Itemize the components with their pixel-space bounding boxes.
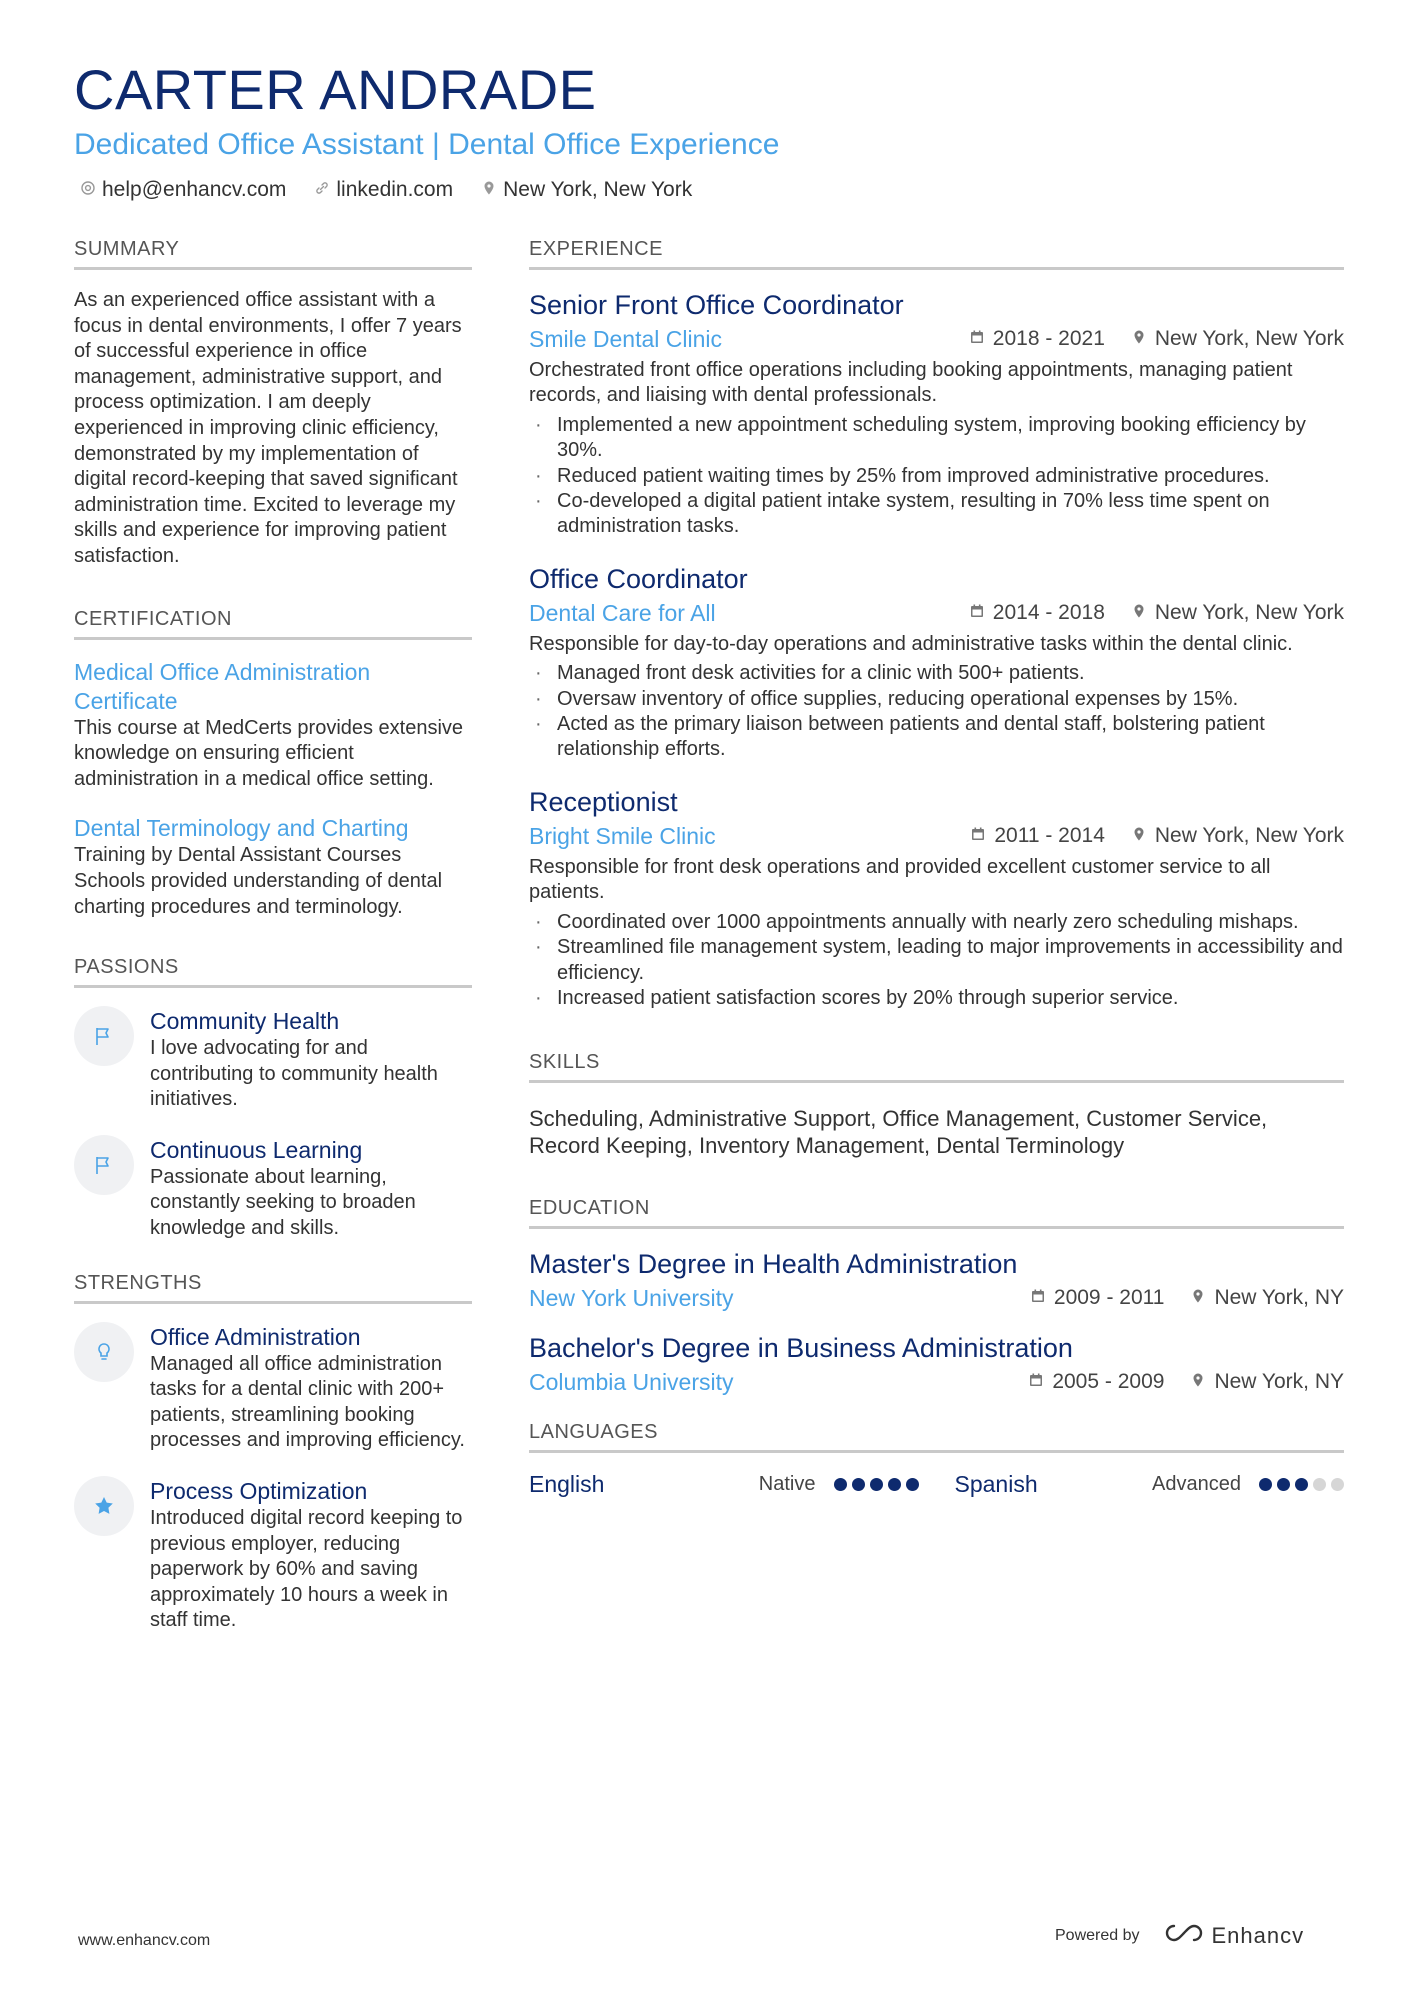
left-column <box>74 238 472 1656</box>
certification-desc: This course at MedCerts provides extensive knowledge on ensuring efficient administration in a medical office setting. <box>74 716 464 790</box>
job-bullet: · Oversaw inventory of office supplies, reducing operational expenses by 15%. <box>529 687 1344 712</box>
job-bullet: · Implemented a new appointment scheduling system, improving booking efficiency by 30%. <box>529 413 1344 464</box>
rating-dot-filled <box>852 1478 865 1491</box>
language-name: English <box>529 1471 605 1498</box>
education-entry <box>529 1331 1344 1397</box>
skills-section <box>529 1037 1344 1159</box>
job-bullets <box>529 661 1344 763</box>
experience-heading: EXPERIENCE <box>529 238 1344 270</box>
education-meta <box>1028 1370 1344 1394</box>
language-name: Spanish <box>954 1471 1038 1498</box>
rating-dot-filled <box>1259 1478 1272 1491</box>
calendar-icon <box>969 327 985 351</box>
rating-dot-filled <box>1277 1478 1290 1491</box>
rating-dot-filled <box>870 1478 883 1491</box>
language-level: Native <box>758 1473 816 1496</box>
job-title: Office Coordinator <box>529 563 748 594</box>
rating-dot-empty <box>1313 1478 1326 1491</box>
strength-title: Process Optimization <box>150 1478 368 1505</box>
job-location-text: New York, New York <box>1154 327 1344 350</box>
job-location <box>1131 824 1344 848</box>
contact-linkedin[interactable] <box>314 178 453 202</box>
school-name: Columbia University <box>529 1369 734 1396</box>
job-dates-text: 2014 - 2018 <box>992 600 1105 624</box>
job-bullet: · Acted as the primary liaison between patients and dental staff, bolstering patient relationship efforts. <box>529 712 1344 763</box>
job-bullet: · Coordinated over 1000 appointments annually with nearly zero scheduling mishaps. <box>529 910 1344 935</box>
passion-desc: Passionate about learning, constantly seeking to broaden knowledge and skills. <box>150 1165 416 1240</box>
job-company: Smile Dental Clinic <box>529 326 723 352</box>
contact-location <box>481 178 692 202</box>
language-proficiency <box>1152 1473 1344 1496</box>
language-rating-dots <box>1259 1478 1344 1491</box>
languages-heading: LANGUAGES <box>529 1421 1344 1453</box>
job-bullet: · Increased patient satisfaction scores by 20% through superior service. <box>529 986 1344 1011</box>
job-dates-text: 2018 - 2021 <box>992 327 1105 350</box>
education-location-text: New York, NY <box>1214 1286 1344 1310</box>
job-bullet: · Reduced patient waiting times by 25% from improved administrative procedures. <box>529 464 1344 489</box>
passion-item <box>74 1006 472 1113</box>
email-text: help@enhancv.com <box>102 178 287 201</box>
degree-title: Bachelor's Degree in Business Administration <box>529 1333 1073 1364</box>
brand-logo[interactable] <box>1164 1922 1305 1950</box>
strength-item <box>74 1322 472 1454</box>
education-meta <box>1030 1286 1344 1310</box>
footer-website[interactable]: www.enhancv.com <box>78 1932 211 1949</box>
job-location <box>1131 601 1344 625</box>
education-subheader <box>529 1367 1344 1397</box>
contact-email[interactable] <box>80 178 286 202</box>
languages-section <box>529 1421 1344 1498</box>
education-dates <box>1028 1370 1164 1394</box>
flag-icon <box>74 1135 134 1195</box>
certification-title: Dental Terminology and Charting <box>74 815 409 842</box>
location-pin-icon <box>481 178 497 202</box>
job-subheader <box>529 821 1344 851</box>
job-entry <box>529 562 1344 763</box>
education-subheader <box>529 1283 1344 1313</box>
infinity-logo-icon <box>1164 1922 1204 1950</box>
passion-item <box>74 1135 472 1242</box>
education-dates-text: 2005 - 2009 <box>1052 1370 1165 1394</box>
rating-dot-filled <box>1295 1478 1308 1491</box>
language-item <box>529 1471 919 1498</box>
job-bullet: · Streamlined file management system, leading to major improvements in accessibility and efficiency. <box>529 935 1344 986</box>
strength-title: Office Administration <box>150 1323 361 1350</box>
strength-desc: Introduced digital record keeping to previous employer, reducing paperwork by 60% and saving approximately 10 hours a week in staff time. <box>150 1507 463 1632</box>
brand-name: Enhancv <box>1211 1923 1305 1948</box>
rating-dot-filled <box>834 1478 847 1491</box>
languages-row <box>529 1471 1344 1498</box>
job-description: Orchestrated front office operations including booking appointments, managing patient records, and liaising with dental professionals. <box>529 359 1293 407</box>
job-description: Responsible for day-to-day operations and administrative tasks within the dental clinic. <box>529 632 1293 655</box>
experience-section <box>529 238 1344 1011</box>
education-dates <box>1030 1286 1165 1310</box>
passions-section <box>74 956 472 1242</box>
certification-heading: CERTIFICATION <box>74 608 472 640</box>
job-entry <box>529 785 1344 1011</box>
job-dates-text: 2011 - 2014 <box>994 823 1105 847</box>
candidate-name: CARTER ANDRADE <box>74 58 597 121</box>
job-bullets <box>529 910 1344 1012</box>
education-location <box>1190 1286 1344 1310</box>
language-proficiency <box>759 1473 919 1496</box>
star-icon <box>74 1476 134 1536</box>
language-rating-dots <box>834 1478 919 1491</box>
location-pin-icon <box>1131 601 1147 625</box>
job-subheader <box>529 324 1344 354</box>
job-company: Bright Smile Clinic <box>529 822 716 849</box>
job-entry <box>529 288 1344 540</box>
language-item <box>955 1471 1345 1498</box>
location-pin-icon <box>1190 1286 1206 1310</box>
rating-dot-filled <box>888 1478 901 1491</box>
job-dates <box>969 327 1105 351</box>
skills-text: Scheduling, Administrative Support, Office Management, Customer Service, Record Keeping, Inventory Management, Dental Terminology <box>529 1106 1268 1159</box>
flag-icon <box>74 1006 134 1066</box>
calendar-icon <box>1030 1286 1046 1310</box>
certification-item <box>74 814 472 920</box>
passion-title: Community Health <box>150 1008 340 1035</box>
skills-heading: SKILLS <box>529 1051 1344 1083</box>
job-meta <box>969 327 1344 351</box>
education-location-text: New York, NY <box>1214 1370 1344 1394</box>
job-meta <box>969 601 1344 625</box>
job-bullet: · Managed front desk activities for a clinic with 500+ patients. <box>529 661 1344 686</box>
education-section <box>529 1197 1344 1397</box>
summary-text: As an experienced office assistant with a focus in dental environments, I offer 7 years of successful experience in office management, administrative support, and process optimization. I am deeply experienced in improving clinic efficiency, demonstrated by my implementation of digital record-keeping that saved significant administration time. Excited to leverage my skills and experience for improving patient satisfaction. <box>74 289 462 567</box>
summary-section <box>74 238 472 570</box>
passion-desc: I love advocating for and contributing to community health initiatives. <box>150 1037 438 1111</box>
summary-heading: SUMMARY <box>74 238 472 270</box>
strengths-heading: STRENGTHS <box>74 1272 472 1304</box>
job-dates <box>970 824 1105 848</box>
location-pin-icon <box>1131 824 1147 848</box>
language-level: Advanced <box>1152 1473 1241 1496</box>
linkedin-text: linkedin.com <box>336 178 454 201</box>
job-location-text: New York, New York <box>1154 823 1344 847</box>
calendar-icon <box>1028 1370 1044 1394</box>
job-dates <box>969 601 1105 625</box>
education-entry <box>529 1247 1344 1313</box>
link-icon <box>314 178 330 202</box>
strength-item <box>74 1476 472 1634</box>
education-location <box>1190 1370 1344 1394</box>
education-heading: EDUCATION <box>529 1197 1344 1229</box>
education-dates-text: 2009 - 2011 <box>1053 1286 1165 1310</box>
calendar-icon <box>970 824 986 848</box>
passion-title: Continuous Learning <box>150 1136 363 1163</box>
right-column <box>529 238 1344 1498</box>
footer-branding <box>1055 1922 1304 1950</box>
rating-dot-filled <box>906 1478 919 1491</box>
degree-title: Master's Degree in Health Administration <box>529 1249 1018 1280</box>
location-pin-icon <box>1190 1370 1206 1394</box>
powered-by-text: Powered by <box>1055 1927 1140 1944</box>
certification-title: Medical Office Administration Certificate <box>74 658 371 714</box>
job-bullet: · Co-developed a digital patient intake system, resulting in 70% less time spent on administration tasks. <box>529 489 1344 540</box>
job-subheader <box>529 598 1344 628</box>
location-pin-icon <box>1131 327 1147 351</box>
certification-item <box>74 658 472 793</box>
at-icon <box>80 178 96 202</box>
job-location <box>1131 327 1344 351</box>
job-meta <box>970 824 1344 848</box>
passions-heading: PASSIONS <box>74 956 472 988</box>
school-name: New York University <box>529 1285 734 1312</box>
certification-desc: Training by Dental Assistant Courses Schools provided understanding of dental charting procedures and terminology. <box>74 844 443 918</box>
rating-dot-empty <box>1331 1478 1344 1491</box>
job-company: Dental Care for All <box>529 599 716 626</box>
strengths-section <box>74 1272 472 1634</box>
contact-bar <box>80 178 692 202</box>
certification-section <box>74 608 472 921</box>
calendar-icon <box>969 601 985 625</box>
job-bullets <box>529 413 1344 540</box>
job-description: Responsible for front desk operations and provided excellent customer service to all patients. <box>529 855 1271 904</box>
strength-desc: Managed all office administration tasks for a dental clinic with 200+ patients, streamlining booking processes and improving efficiency. <box>150 1352 465 1452</box>
job-title: Receptionist <box>529 786 678 817</box>
candidate-tagline: Dedicated Office Assistant | Dental Office Experience <box>74 128 780 161</box>
job-title: Senior Front Office Coordinator <box>529 290 904 320</box>
job-location-text: New York, New York <box>1154 600 1344 624</box>
location-text: New York, New York <box>503 178 693 201</box>
lightbulb-icon <box>74 1322 134 1382</box>
